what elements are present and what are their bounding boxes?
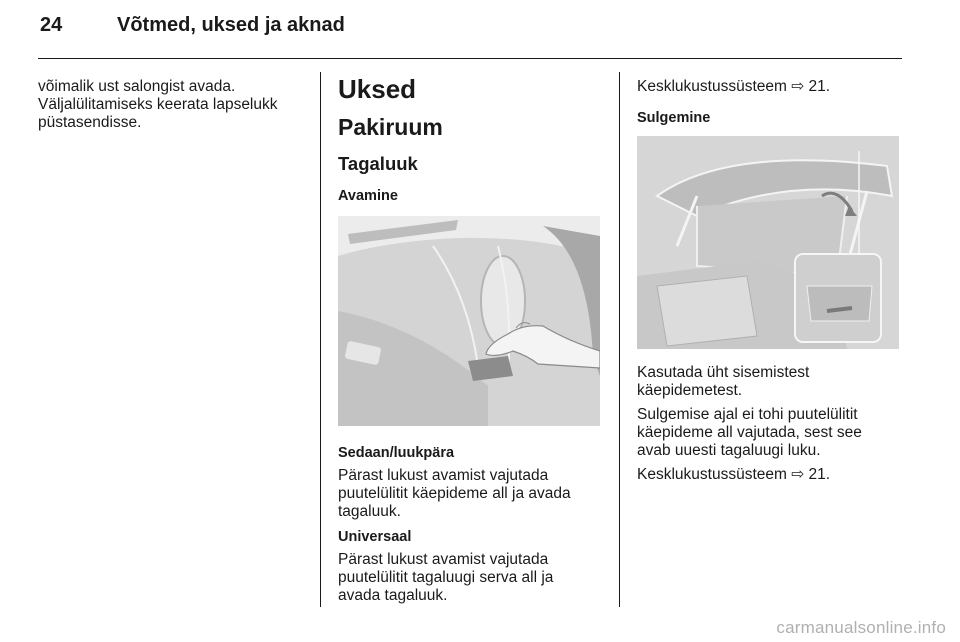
column-divider-1	[320, 72, 321, 607]
reference-text: Kesklukustussüsteem	[637, 466, 787, 483]
paragraph-universaal	[338, 551, 608, 605]
tailgate-opening-illustration	[338, 216, 600, 426]
reference-page: 21.	[808, 78, 831, 95]
paragraph-warning	[637, 406, 902, 460]
text-line: Sulgemise ajal ei tohi puutelülitit	[637, 406, 858, 423]
page-number: 24	[40, 14, 63, 36]
text-line: Pärast lukust avamist vajutada	[338, 467, 549, 484]
section-heading-uksed: Uksed	[338, 74, 417, 104]
text-line: avab uuesti tagaluugi luku.	[637, 442, 821, 459]
left-column	[38, 78, 308, 132]
text-line: tagaluuk.	[338, 503, 401, 520]
subheading-sulgemine: Sulgemine	[637, 110, 711, 126]
subheading-avamine: Avamine	[338, 188, 398, 204]
tailgate-interior-icon	[637, 136, 899, 349]
right-column-lower	[637, 364, 902, 484]
middle-column	[338, 74, 608, 205]
subheading-universaal: Universaal	[338, 529, 412, 545]
text-line: puutelülitit tagaluugi serva all ja	[338, 569, 554, 586]
text-line: Kasutada üht sisemistest	[637, 364, 810, 381]
text-line: avada tagaluuk.	[338, 587, 448, 604]
section-heading-pakiruum: Pakiruum	[338, 114, 443, 140]
header-divider	[38, 58, 902, 59]
middle-column-lower	[338, 444, 608, 605]
hand-under-handle-icon	[338, 216, 600, 426]
text-line: võimalik ust salongist avada.	[38, 78, 236, 95]
text-line: püstasendisse.	[38, 114, 142, 131]
tailgate-closing-illustration	[637, 136, 899, 349]
text-line: käepideme all vajutada, sest see	[637, 424, 862, 441]
reference-text: Kesklukustussüsteem	[637, 78, 787, 95]
paragraph-sedaan	[338, 467, 608, 521]
reference-arrow-icon: ⇨	[791, 78, 805, 95]
text-line: Pärast lukust avamist vajutada	[338, 551, 549, 568]
column-divider-2	[619, 72, 620, 607]
paragraph-handles	[637, 364, 902, 400]
cross-reference-2[interactable]	[637, 466, 902, 484]
reference-page: 21.	[808, 466, 831, 483]
text-line: Väljalülitamiseks keerata lapselukk	[38, 96, 278, 113]
watermark: carmanualsonline.info	[776, 618, 946, 637]
cross-reference-1[interactable]	[637, 78, 902, 96]
reference-arrow-icon: ⇨	[791, 466, 805, 483]
section-heading-tagaluuk: Tagaluuk	[338, 153, 418, 174]
text-line: käepidemetest.	[637, 382, 743, 399]
text-line: puutelülitit käepideme all ja avada	[338, 485, 571, 502]
subheading-sedaan: Sedaan/luukpära	[338, 445, 455, 461]
right-column	[637, 78, 902, 127]
page-title: Võtmed, uksed ja aknad	[117, 14, 345, 36]
